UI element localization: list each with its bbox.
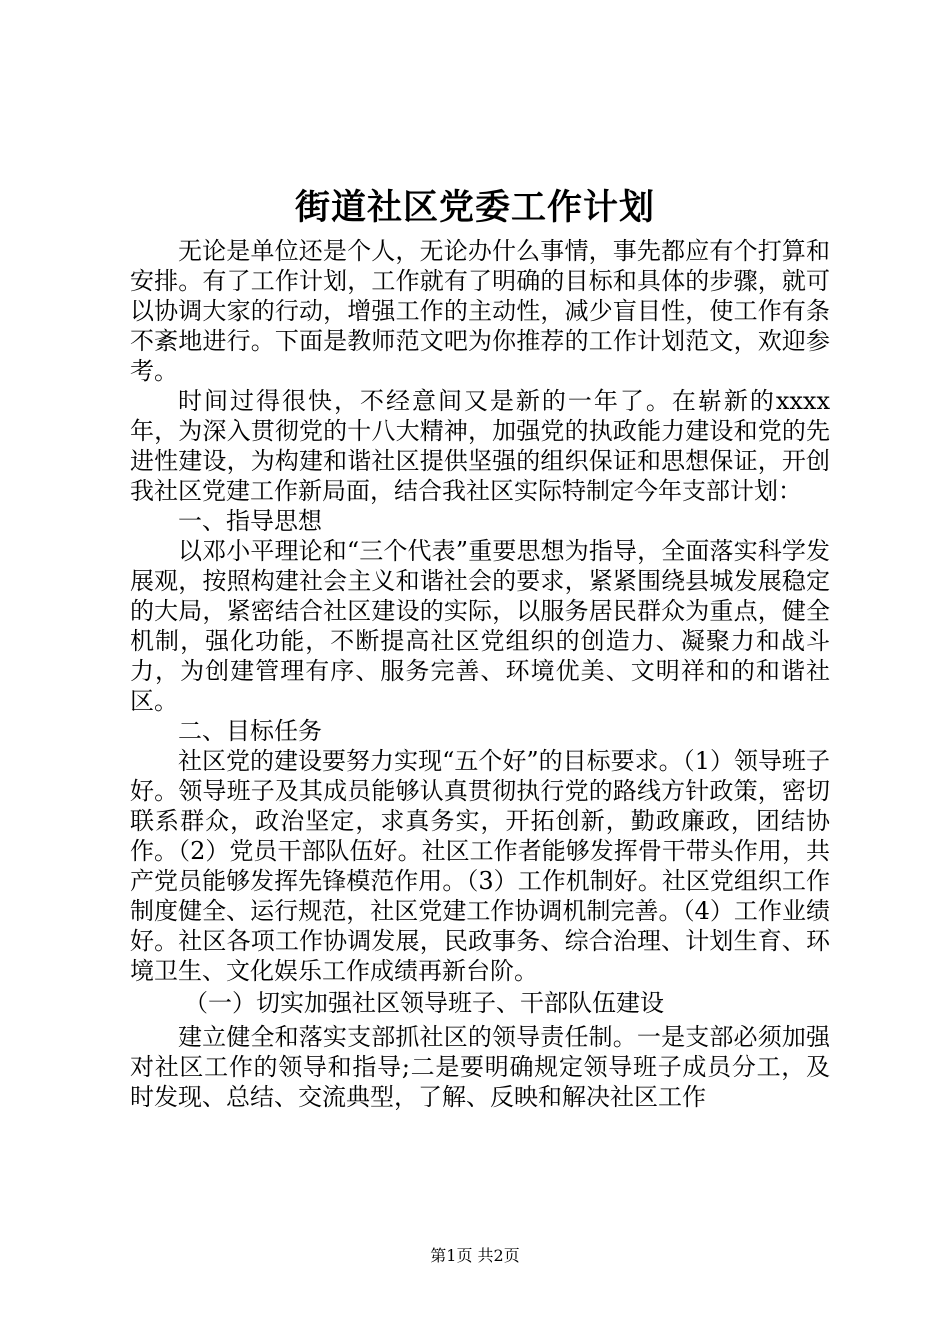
preface-paragraph: 时间过得很快，不经意间又是新的一年了。在崭新的xxxx年，为深入贯彻党的十八大精神，加强党的执政能力建设和党的先进性建设，为构建和谐社区提供坚强的组织保证和思想保证，开创我社区党建工作新局面，结合我社区实际特制定今年支部计划：	[130, 387, 830, 505]
section-text-goals: 社区党的建设要努力实现“五个好”的目标要求。（1）领导班子好。领导班子及其成员能够认真贯彻执行党的路线方针政策，密切联系群众，政治坚定，求真务实，开拓创新，勤政廉政，团结协作。（2）党员干部队伍好。社区工作者能够发挥骨干带头作用，共产党员能够发挥先锋模范作用。（3）工作机制好。社区党组织工作制度健全、运行规范，社区党建工作协调机制完善。（4）工作业绩好。社区各项工作协调发展，民政事务、综合治理、计划生育、环境卫生、文化娱乐工作成绩再新台阶。	[130, 747, 830, 985]
subsection-text-leadership: 建立健全和落实支部抓社区的领导责任制。一是支部必须加强对社区工作的领导和指导;二是要明确规定领导班子成员分工，及时发现、总结、交流典型，了解、反映和解决社区工作	[130, 1023, 830, 1111]
page-footer: 第1页 共2页	[430, 1246, 520, 1265]
intro-paragraph: 无论是单位还是个人，无论办什么事情，事先都应有个打算和安排。有了工作计划，工作就有了明确的目标和具体的步骤，就可以协调大家的行动，增强工作的主动性，减少盲目性，使工作有条不紊地进行。下面是教师范文吧为你推荐的工作计划范文，欢迎参考。	[130, 237, 830, 385]
section-text-guiding-ideology: 以邓小平理论和“三个代表”重要思想为指导，全面落实科学发展观，按照构建社会主义和谐社会的要求，紧紧围绕县城发展稳定的大局，紧密结合社区建设的实际，以服务居民群众为重点，健全机制，强化功能，不断提高社区党组织的创造力、凝聚力和战斗力，为创建管理有序、服务完善、环境优美、文明祥和的和谐社区。	[130, 537, 830, 715]
document-title: 街道社区党委工作计划	[294, 187, 655, 228]
section-heading-guiding-ideology: 一、指导思想	[178, 507, 322, 535]
subsection-heading-leadership: （一）切实加强社区领导班子、干部队伍建设	[184, 989, 664, 1017]
document-body	[130, 236, 830, 1112]
section-heading-goals: 二、目标任务	[178, 717, 322, 745]
